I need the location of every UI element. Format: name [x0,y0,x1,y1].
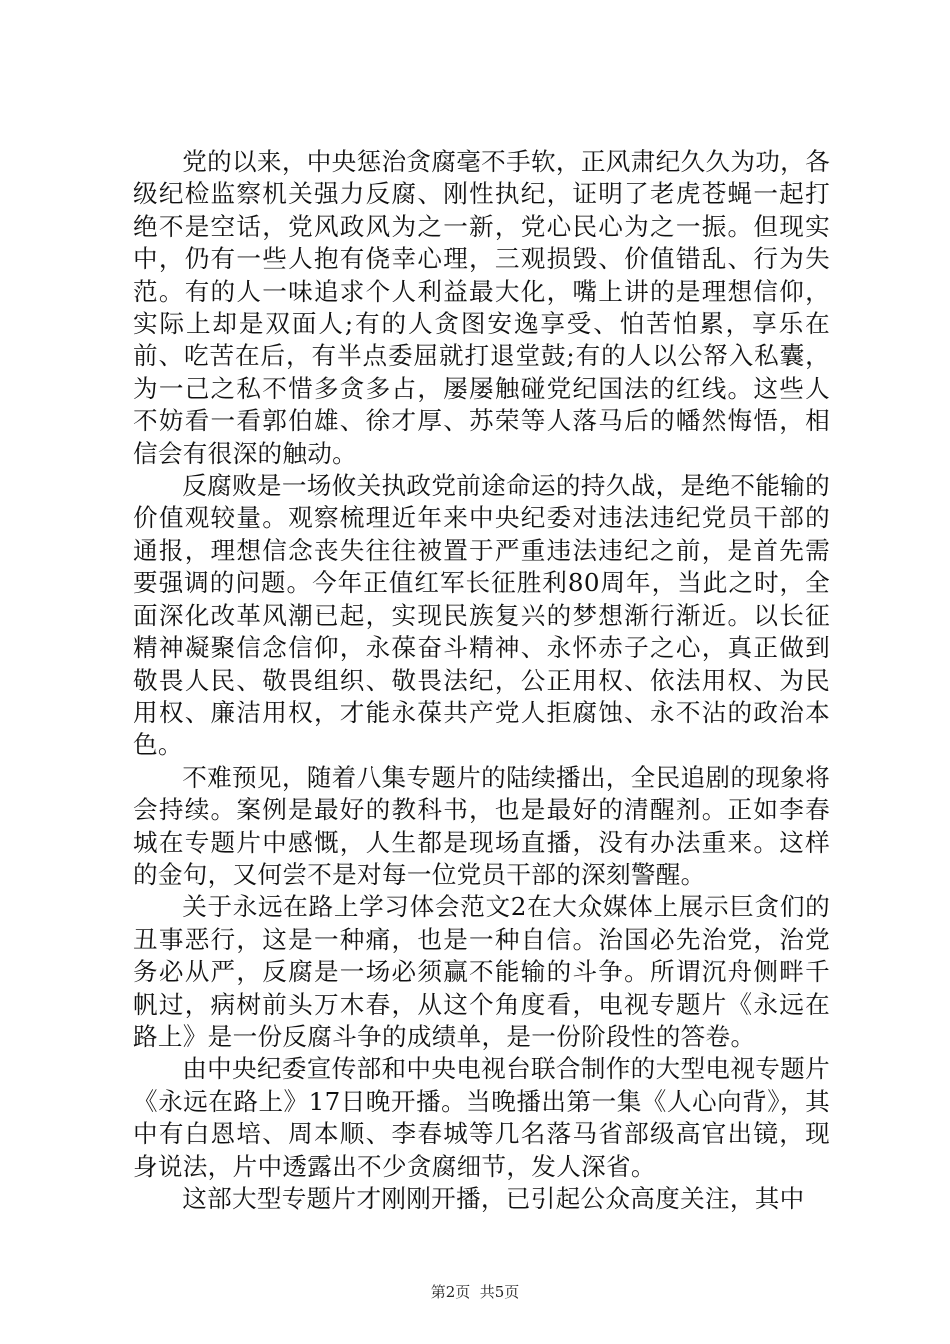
paragraph-4: 关于永远在路上学习体会范文2在大众媒体上展示巨贪们的丑事恶行，这是一种痛，也是一种自信。治国必先治党，治党务必从严，反腐是一场必须赢不能输的斗争。所谓沉舟侧畔千帆过，病树前头万木春，从这个角度看，电视专题片《永远在路上》是一份反腐斗争的成绩单，是一份阶段性的答卷。 [133,892,830,1051]
paragraph-3: 不难预见，随着八集专题片的陆续播出，全民追剧的现象将会持续。案例是最好的教科书，也是最好的清醒剂。正如李春城在专题片中感慨，人生都是现场直播，没有办法重来。这样的金句，又何尝不是对每一位党员干部的深刻警醒。 [133,762,830,889]
paragraph-2: 反腐败是一场攸关执政党前途命运的持久战，是绝不能输的价值观较量。观察梳理近年来中央纪委对违法违纪党员干部的通报，理想信念丧失往往被置于严重违法违纪之前，是首先需要强调的问题。今年正值红军长征胜利80周年，当此之时，全面深化改革风潮已起，实现民族复兴的梦想渐行渐近。以长征精神凝聚信念信仰，永葆奋斗精神、永怀赤子之心，真正做到敬畏人民、敬畏组织、敬畏法纪，公正用权、依法用权、为民用权、廉洁用权，才能永葆共产党人拒腐蚀、永不沾的政治本色。 [133,471,830,760]
page-footer [0,1282,950,1302]
page-number-label: 第2页 共5页 [430,1283,520,1301]
paragraph-5: 由中央纪委宣传部和中央电视台联合制作的大型电视专题片《永远在路上》17日晚开播。当晚播出第一集《人心向背》，其中有白恩培、周本顺、李春城等几名落马省部级高官出镜，现身说法，片中透露出不少贪腐细节，发人深省。 [133,1054,830,1181]
paragraph-6: 这部大型专题片才刚刚开播，已引起公众高度关注，其中 [182,1184,805,1213]
document-body [133,146,830,1215]
paragraph-1: 党的以来，中央惩治贪腐毫不手软，正风肃纪久久为功，各级纪检监察机关强力反腐、刚性执纪，证明了老虎苍蝇一起打绝不是空话，党风政风为之一新，党心民心为之一振。但现实中，仍有一些人抱有侥幸心理，三观损毁、价值错乱、行为失范。有的人一味追求个人利益最大化，嘴上讲的是理想信仰，实际上却是双面人;有的人贪图安逸享受、怕苦怕累，享乐在前、吃苦在后，有半点委屈就打退堂鼓;有的人以公帑入私囊，为一己之私不惜多贪多占，屡屡触碰党纪国法的红线。这些人不妨看一看郭伯雄、徐才厚、苏荣等人落马后的幡然悔悟，相信会有很深的触动。 [133,147,830,468]
